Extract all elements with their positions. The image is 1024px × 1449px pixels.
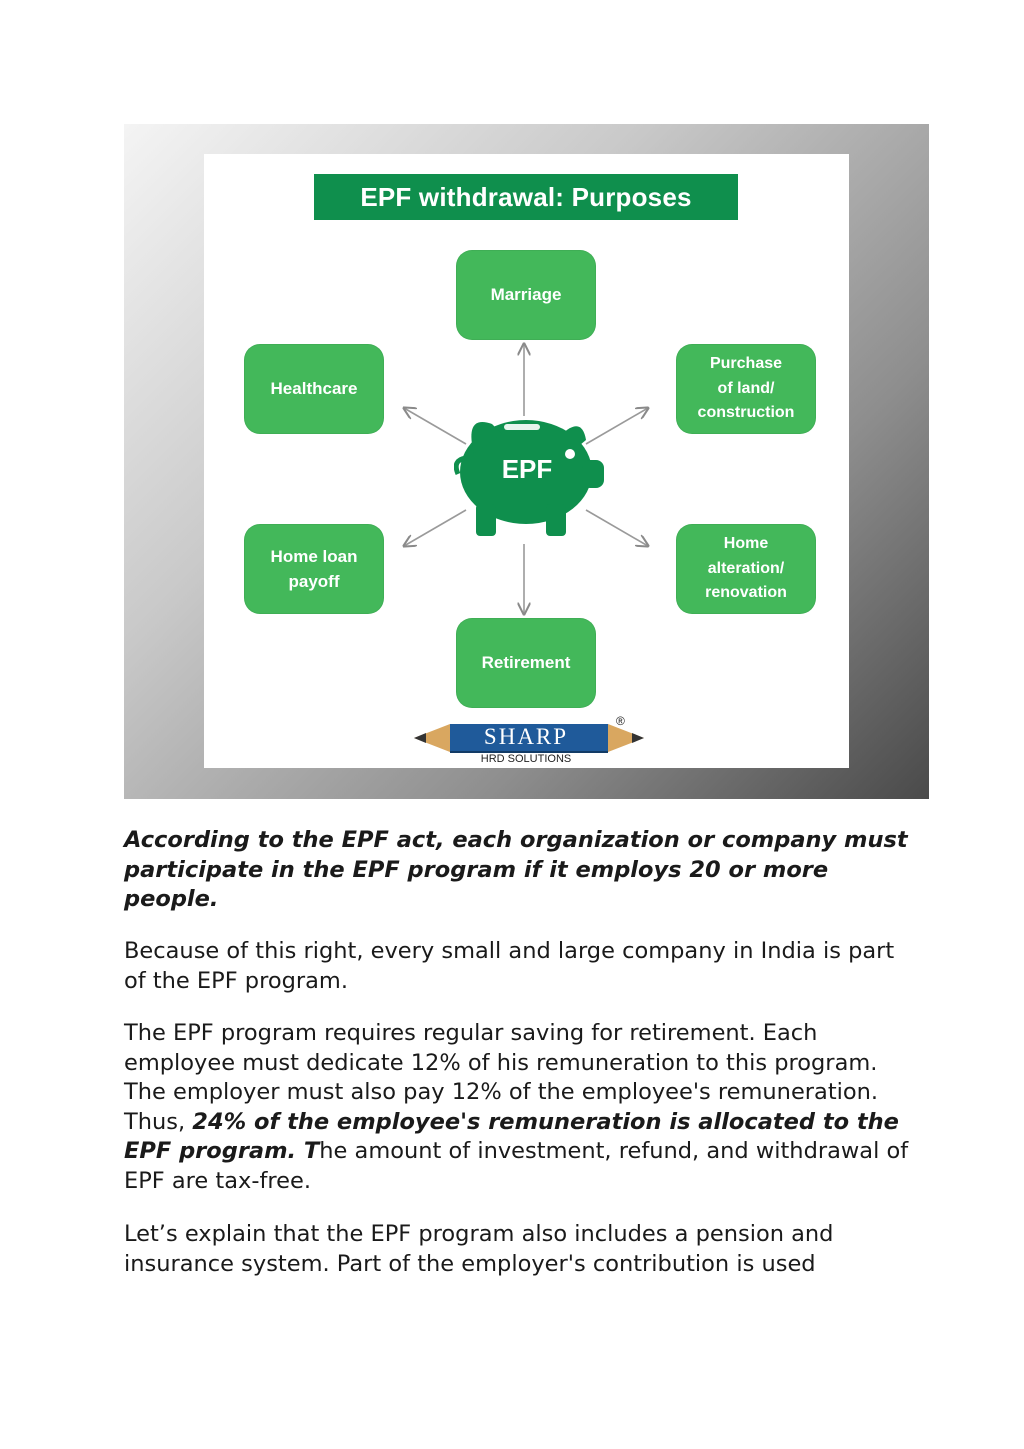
logo-wordmark: SHARP — [483, 724, 569, 749]
node-marriage: Marriage — [456, 250, 596, 340]
paragraph-2 — [124, 1019, 914, 1196]
node-healthcare: Healthcare — [244, 344, 384, 434]
registered-mark: ® — [616, 714, 625, 728]
infographic-frame — [124, 124, 929, 799]
piggy-bank-label: EPF — [501, 454, 553, 484]
paragraph-1: Because of this right, every small and large company in India is part of the EPF program. — [124, 938, 895, 994]
paragraph-2-emphasis: 24% of the employee's remuneration is allocated to the EPF program. T — [124, 1108, 899, 1164]
paragraph-2-start: The EPF program requires regular saving for retirement. Each employee must dedicate 12% of his remuneration to this program. The employer must also pay 12% of the employee's remuneration. Thus, — [124, 1020, 879, 1135]
infographic — [204, 154, 849, 768]
logo-subtitle: HRD SOLUTIONS — [480, 753, 572, 765]
node-retirement: Retirement — [456, 618, 596, 708]
node-purchase-land-construction: Purchase of land/ construction — [676, 344, 816, 434]
node-home-alteration-renovation: Home alteration/ renovation — [676, 524, 816, 614]
infographic-title: EPF withdrawal: Purposes — [314, 174, 738, 220]
lead-paragraph: According to the EPF act, each organization or company must participate in the EPF program if it employs 20 or more people. — [124, 827, 908, 912]
paragraph-3: Let’s explain that the EPF program also includes a pension and insurance system. Part of the employer's contribution is used — [124, 1221, 834, 1277]
paragraph-2-end: he amount of investment, refund, and withdrawal of EPF are tax-free. — [124, 1138, 909, 1194]
node-home-loan-payoff: Home loan payoff — [244, 524, 384, 614]
